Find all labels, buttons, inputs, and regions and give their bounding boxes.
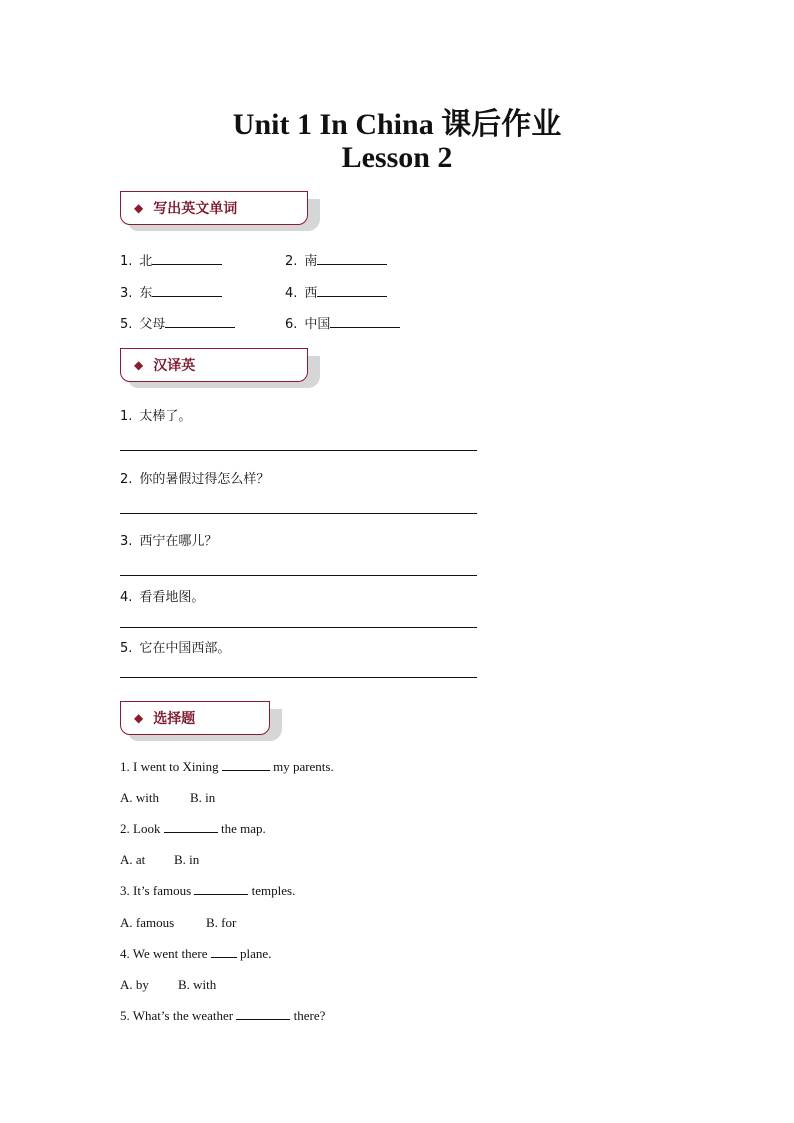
- choice-options: [120, 915, 236, 931]
- answer-line[interactable]: [120, 575, 477, 576]
- option-a[interactable]: A. by: [120, 977, 149, 992]
- question-text: 4. We went there: [120, 946, 208, 961]
- question-text: 2. Look: [120, 821, 161, 836]
- option-a[interactable]: A. with: [120, 790, 159, 805]
- word-text: 中国: [304, 317, 331, 332]
- section-header-box: [120, 701, 270, 735]
- item-number: 2.: [120, 472, 133, 487]
- question-text-end: temples.: [251, 883, 296, 898]
- translation-text: 你的暑假过得怎么样？: [139, 472, 270, 487]
- translation-item: [120, 637, 230, 656]
- answer-blank[interactable]: [194, 883, 248, 895]
- diamond-icon: ◆: [134, 201, 144, 215]
- question-text: 1. I went to Xining: [120, 759, 219, 774]
- item-number: 4.: [120, 590, 133, 605]
- answer-blank[interactable]: [164, 821, 218, 833]
- choice-question: [120, 883, 295, 899]
- section-label: 选择题: [153, 711, 196, 727]
- question-text-end: plane.: [240, 946, 272, 961]
- translation-text: 太棒了。: [139, 409, 192, 424]
- answer-blank[interactable]: [152, 284, 222, 297]
- translation-item: [120, 468, 269, 487]
- choice-options: [120, 977, 216, 993]
- option-b[interactable]: B. with: [178, 977, 217, 992]
- translation-item: [120, 586, 204, 605]
- diamond-icon: ◆: [134, 711, 144, 725]
- word-item: [285, 313, 400, 332]
- item-number: 5.: [120, 641, 133, 656]
- question-text-end: the map.: [220, 821, 266, 836]
- answer-blank[interactable]: [317, 252, 387, 265]
- answer-line[interactable]: [120, 677, 477, 678]
- page-title: Unit 1 In China 课后作业: [232, 108, 562, 141]
- item-number: 6.: [285, 317, 298, 332]
- option-a[interactable]: A. famous: [120, 915, 175, 930]
- section-header-box: [120, 191, 308, 225]
- section-header-translate: [120, 348, 320, 384]
- section-label: 写出英文单词: [153, 201, 238, 217]
- translation-text: 西宁在哪儿？: [139, 534, 218, 549]
- answer-blank[interactable]: [165, 315, 235, 328]
- translation-text: 看看地图。: [139, 590, 205, 605]
- choice-options: [120, 852, 199, 868]
- section-header-choice: [120, 701, 282, 737]
- word-item: [120, 313, 235, 332]
- translation-item: [120, 530, 217, 549]
- item-number: 1.: [120, 254, 133, 269]
- choice-question: [120, 1008, 325, 1024]
- choice-question: [120, 759, 334, 775]
- item-number: 2.: [285, 254, 298, 269]
- translation-item: [120, 405, 191, 424]
- word-text: 东: [139, 286, 153, 301]
- option-b[interactable]: B. in: [190, 790, 216, 805]
- word-item: [120, 250, 222, 269]
- section-header-words: [120, 191, 320, 227]
- word-text: 南: [304, 254, 318, 269]
- item-number: 1.: [120, 409, 133, 424]
- word-item: [120, 282, 222, 301]
- option-b[interactable]: B. in: [174, 852, 200, 867]
- answer-blank[interactable]: [330, 315, 400, 328]
- word-text: 北: [139, 254, 153, 269]
- question-text: 3. It’s famous: [120, 883, 192, 898]
- answer-blank[interactable]: [211, 946, 237, 958]
- answer-line[interactable]: [120, 450, 477, 451]
- answer-line[interactable]: [120, 627, 477, 628]
- word-item: [285, 250, 387, 269]
- section-label: 汉译英: [153, 358, 196, 374]
- option-a[interactable]: A. at: [120, 852, 146, 867]
- word-text: 西: [304, 286, 318, 301]
- question-text: 5. What’s the weather: [120, 1008, 234, 1023]
- answer-blank[interactable]: [222, 759, 270, 771]
- answer-blank[interactable]: [236, 1008, 290, 1020]
- item-number: 3.: [120, 286, 133, 301]
- item-number: 3.: [120, 534, 133, 549]
- page-subtitle: Lesson 2: [341, 141, 453, 174]
- diamond-icon: ◆: [134, 358, 144, 372]
- choice-question: [120, 946, 271, 962]
- answer-blank[interactable]: [317, 284, 387, 297]
- question-text-end: my parents.: [273, 759, 334, 774]
- item-number: 5.: [120, 317, 133, 332]
- item-number: 4.: [285, 286, 298, 301]
- translation-text: 它在中国西部。: [139, 641, 231, 656]
- word-item: [285, 282, 387, 301]
- question-text-end: there?: [293, 1008, 326, 1023]
- option-b[interactable]: B. for: [206, 915, 237, 930]
- choice-question: [120, 821, 266, 837]
- choice-options: [120, 790, 215, 806]
- answer-blank[interactable]: [152, 252, 222, 265]
- section-header-box: [120, 348, 308, 382]
- word-text: 父母: [139, 317, 166, 332]
- answer-line[interactable]: [120, 513, 477, 514]
